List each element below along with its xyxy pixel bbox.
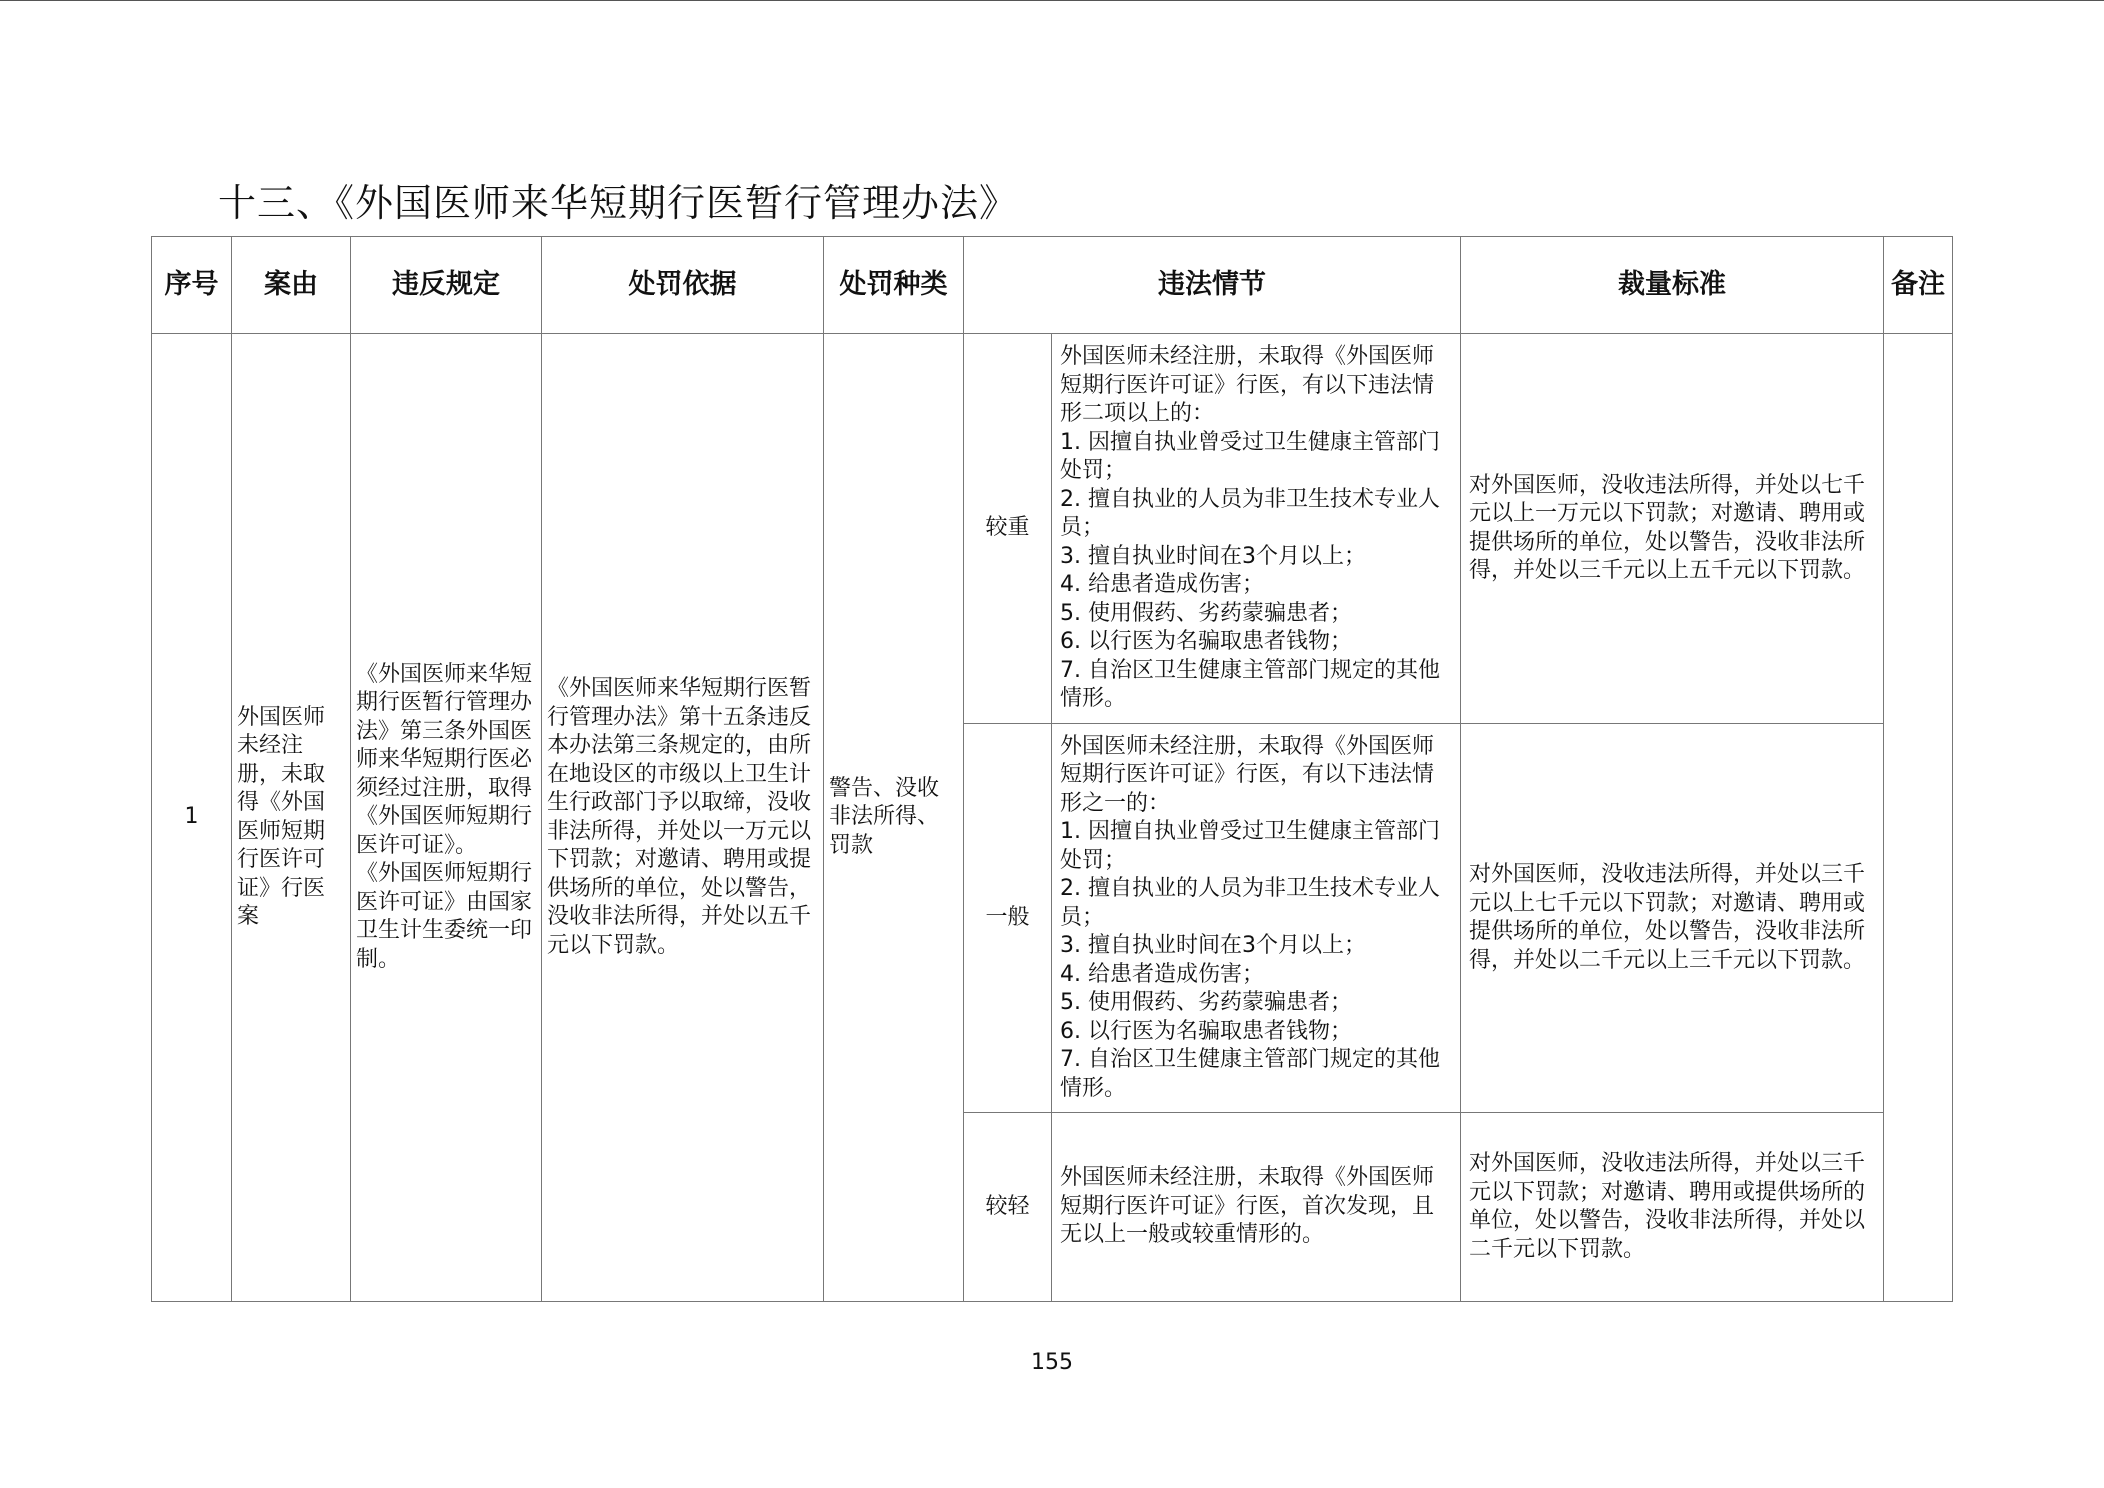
- page-title: 十三、《外国医师来华短期行医暂行管理办法》: [218, 181, 1019, 225]
- header-row: [152, 237, 1953, 334]
- cell-remarks: [1884, 334, 1953, 1302]
- standard-minor: 对外国医师，没收违法所得，并处以三千元以下罚款；对邀请、聘用或提供场所的单位，处以警告，没收非法所得，并处以二千元以下罚款。: [1461, 1113, 1884, 1302]
- cell-case: 外国医师未经注册，未取得《外国医师短期行医许可证》行医案: [232, 334, 351, 1302]
- level-severe: 较重: [964, 334, 1052, 723]
- header-no: 序号: [152, 237, 232, 334]
- header-violation: 违反规定: [351, 237, 542, 334]
- cell-no: 1: [152, 334, 232, 1302]
- circumstance-severe: 外国医师未经注册，未取得《外国医师短期行医许可证》行医，有以下违法情形二项以上的： 1. 因擅自执业曾受过卫生健康主管部门处罚； 2. 擅自执业的人员为非卫生技术专业人员； 3. 擅自执业时间在3个月以上； 4. 给患者造成伤害； 5. 使用假药、劣药蒙骗患者； 6. 以行医为名骗取患者钱物； 7. 自治区卫生健康主管部门规定的其他情形。: [1052, 334, 1461, 723]
- cell-violation: 《外国医师来华短期行医暂行管理办法》第三条外国医师来华短期行医必须经过注册，取得《外国医师短期行医许可证》。 《外国医师短期行医许可证》由国家卫生计生委统一印制。: [351, 334, 542, 1302]
- header-penalty-type: 处罚种类: [824, 237, 964, 334]
- level-general: 一般: [964, 723, 1052, 1112]
- cell-penalty-type: 警告、没收非法所得、罚款: [824, 334, 964, 1302]
- header-case: 案由: [232, 237, 351, 334]
- cell-basis: 《外国医师来华短期行医暂行管理办法》第十五条违反本办法第三条规定的，由所在地设区的市级以上卫生计生行政部门予以取缔，没收非法所得，并处以一万元以下罚款；对邀请、聘用或提供场所的单位，处以警告，没收非法所得，并处以五千元以下罚款。: [542, 334, 824, 1302]
- header-basis: 处罚依据: [542, 237, 824, 334]
- circumstance-minor: 外国医师未经注册，未取得《外国医师短期行医许可证》行医，首次发现，且无以上一般或较重情形的。: [1052, 1113, 1461, 1302]
- page-number: 155: [1031, 1350, 1073, 1375]
- header-standard: 裁量标准: [1461, 237, 1884, 334]
- header-remarks: 备注: [1884, 237, 1953, 334]
- table-row: [152, 334, 1953, 723]
- standard-general: 对外国医师，没收违法所得，并处以三千元以上七千元以下罚款；对邀请、聘用或提供场所的单位，处以警告，没收非法所得，并处以二千元以上三千元以下罚款。: [1461, 723, 1884, 1112]
- penalty-table: [151, 236, 1953, 1302]
- standard-severe: 对外国医师，没收违法所得，并处以七千元以上一万元以下罚款；对邀请、聘用或提供场所的单位，处以警告，没收非法所得，并处以三千元以上五千元以下罚款。: [1461, 334, 1884, 723]
- top-border: [0, 0, 2104, 1]
- header-circumstances: 违法情节: [964, 237, 1461, 334]
- circumstance-general: 外国医师未经注册，未取得《外国医师短期行医许可证》行医，有以下违法情形之一的： 1. 因擅自执业曾受过卫生健康主管部门处罚； 2. 擅自执业的人员为非卫生技术专业人员； 3. 擅自执业时间在3个月以上； 4. 给患者造成伤害； 5. 使用假药、劣药蒙骗患者； 6. 以行医为名骗取患者钱物； 7. 自治区卫生健康主管部门规定的其他情形。: [1052, 723, 1461, 1112]
- level-minor: 较轻: [964, 1113, 1052, 1302]
